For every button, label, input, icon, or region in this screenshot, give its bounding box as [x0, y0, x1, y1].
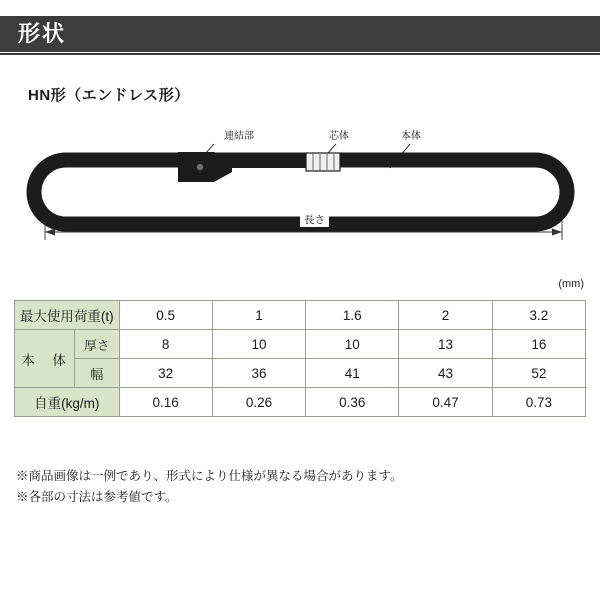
cell-thickness-3: 13	[399, 330, 492, 359]
dimension-label-length: 長さ	[300, 212, 329, 227]
cell-weight-0: 0.16	[119, 388, 212, 417]
cell-weight-3: 0.47	[399, 388, 492, 417]
cell-load-1: 1	[212, 301, 305, 330]
footnote-2: ※各部の寸法は参考値です。	[16, 490, 178, 505]
cell-load-0: 0.5	[119, 301, 212, 330]
cell-weight-4: 0.73	[492, 388, 585, 417]
cell-thickness-2: 10	[306, 330, 399, 359]
cell-width-0: 32	[119, 359, 212, 388]
cell-load-3: 2	[399, 301, 492, 330]
cell-thickness-1: 10	[212, 330, 305, 359]
table-row	[15, 388, 586, 417]
header-band	[0, 16, 600, 52]
cell-thickness-4: 16	[492, 330, 585, 359]
cell-weight-1: 0.26	[212, 388, 305, 417]
footnote-1: ※商品画像は一例であり、形式により仕様が異なる場合があります。	[16, 469, 403, 483]
table-row	[15, 330, 586, 359]
row-header-load: 最大使用荷重(t)	[15, 301, 120, 330]
row-header-thickness: 厚さ	[75, 330, 119, 359]
row-group-body: 本 体	[15, 330, 75, 388]
spec-table	[14, 300, 586, 417]
cell-load-4: 3.2	[492, 301, 585, 330]
cell-width-4: 52	[492, 359, 585, 388]
table-row	[15, 301, 586, 330]
section-subtitle: HN形（エンドレス形）	[28, 87, 190, 104]
callout-label-body: 本体	[401, 131, 421, 142]
cell-weight-2: 0.36	[306, 388, 399, 417]
page-title: 形状	[18, 21, 67, 46]
sling-illustration	[18, 112, 583, 252]
product-diagram	[18, 112, 583, 252]
callout-label-core: 芯体	[329, 131, 349, 142]
cell-load-2: 1.6	[306, 301, 399, 330]
cell-width-3: 43	[399, 359, 492, 388]
header-divider	[0, 53, 600, 55]
row-header-weight: 自重(kg/m)	[15, 388, 120, 417]
unit-note: (mm)	[558, 278, 584, 290]
cell-thickness-0: 8	[119, 330, 212, 359]
footnotes	[16, 466, 403, 509]
cell-width-1: 36	[212, 359, 305, 388]
row-header-width: 幅	[75, 359, 119, 388]
cell-width-2: 41	[306, 359, 399, 388]
callout-label-connector: 連結部	[224, 131, 254, 142]
table-row	[15, 359, 586, 388]
